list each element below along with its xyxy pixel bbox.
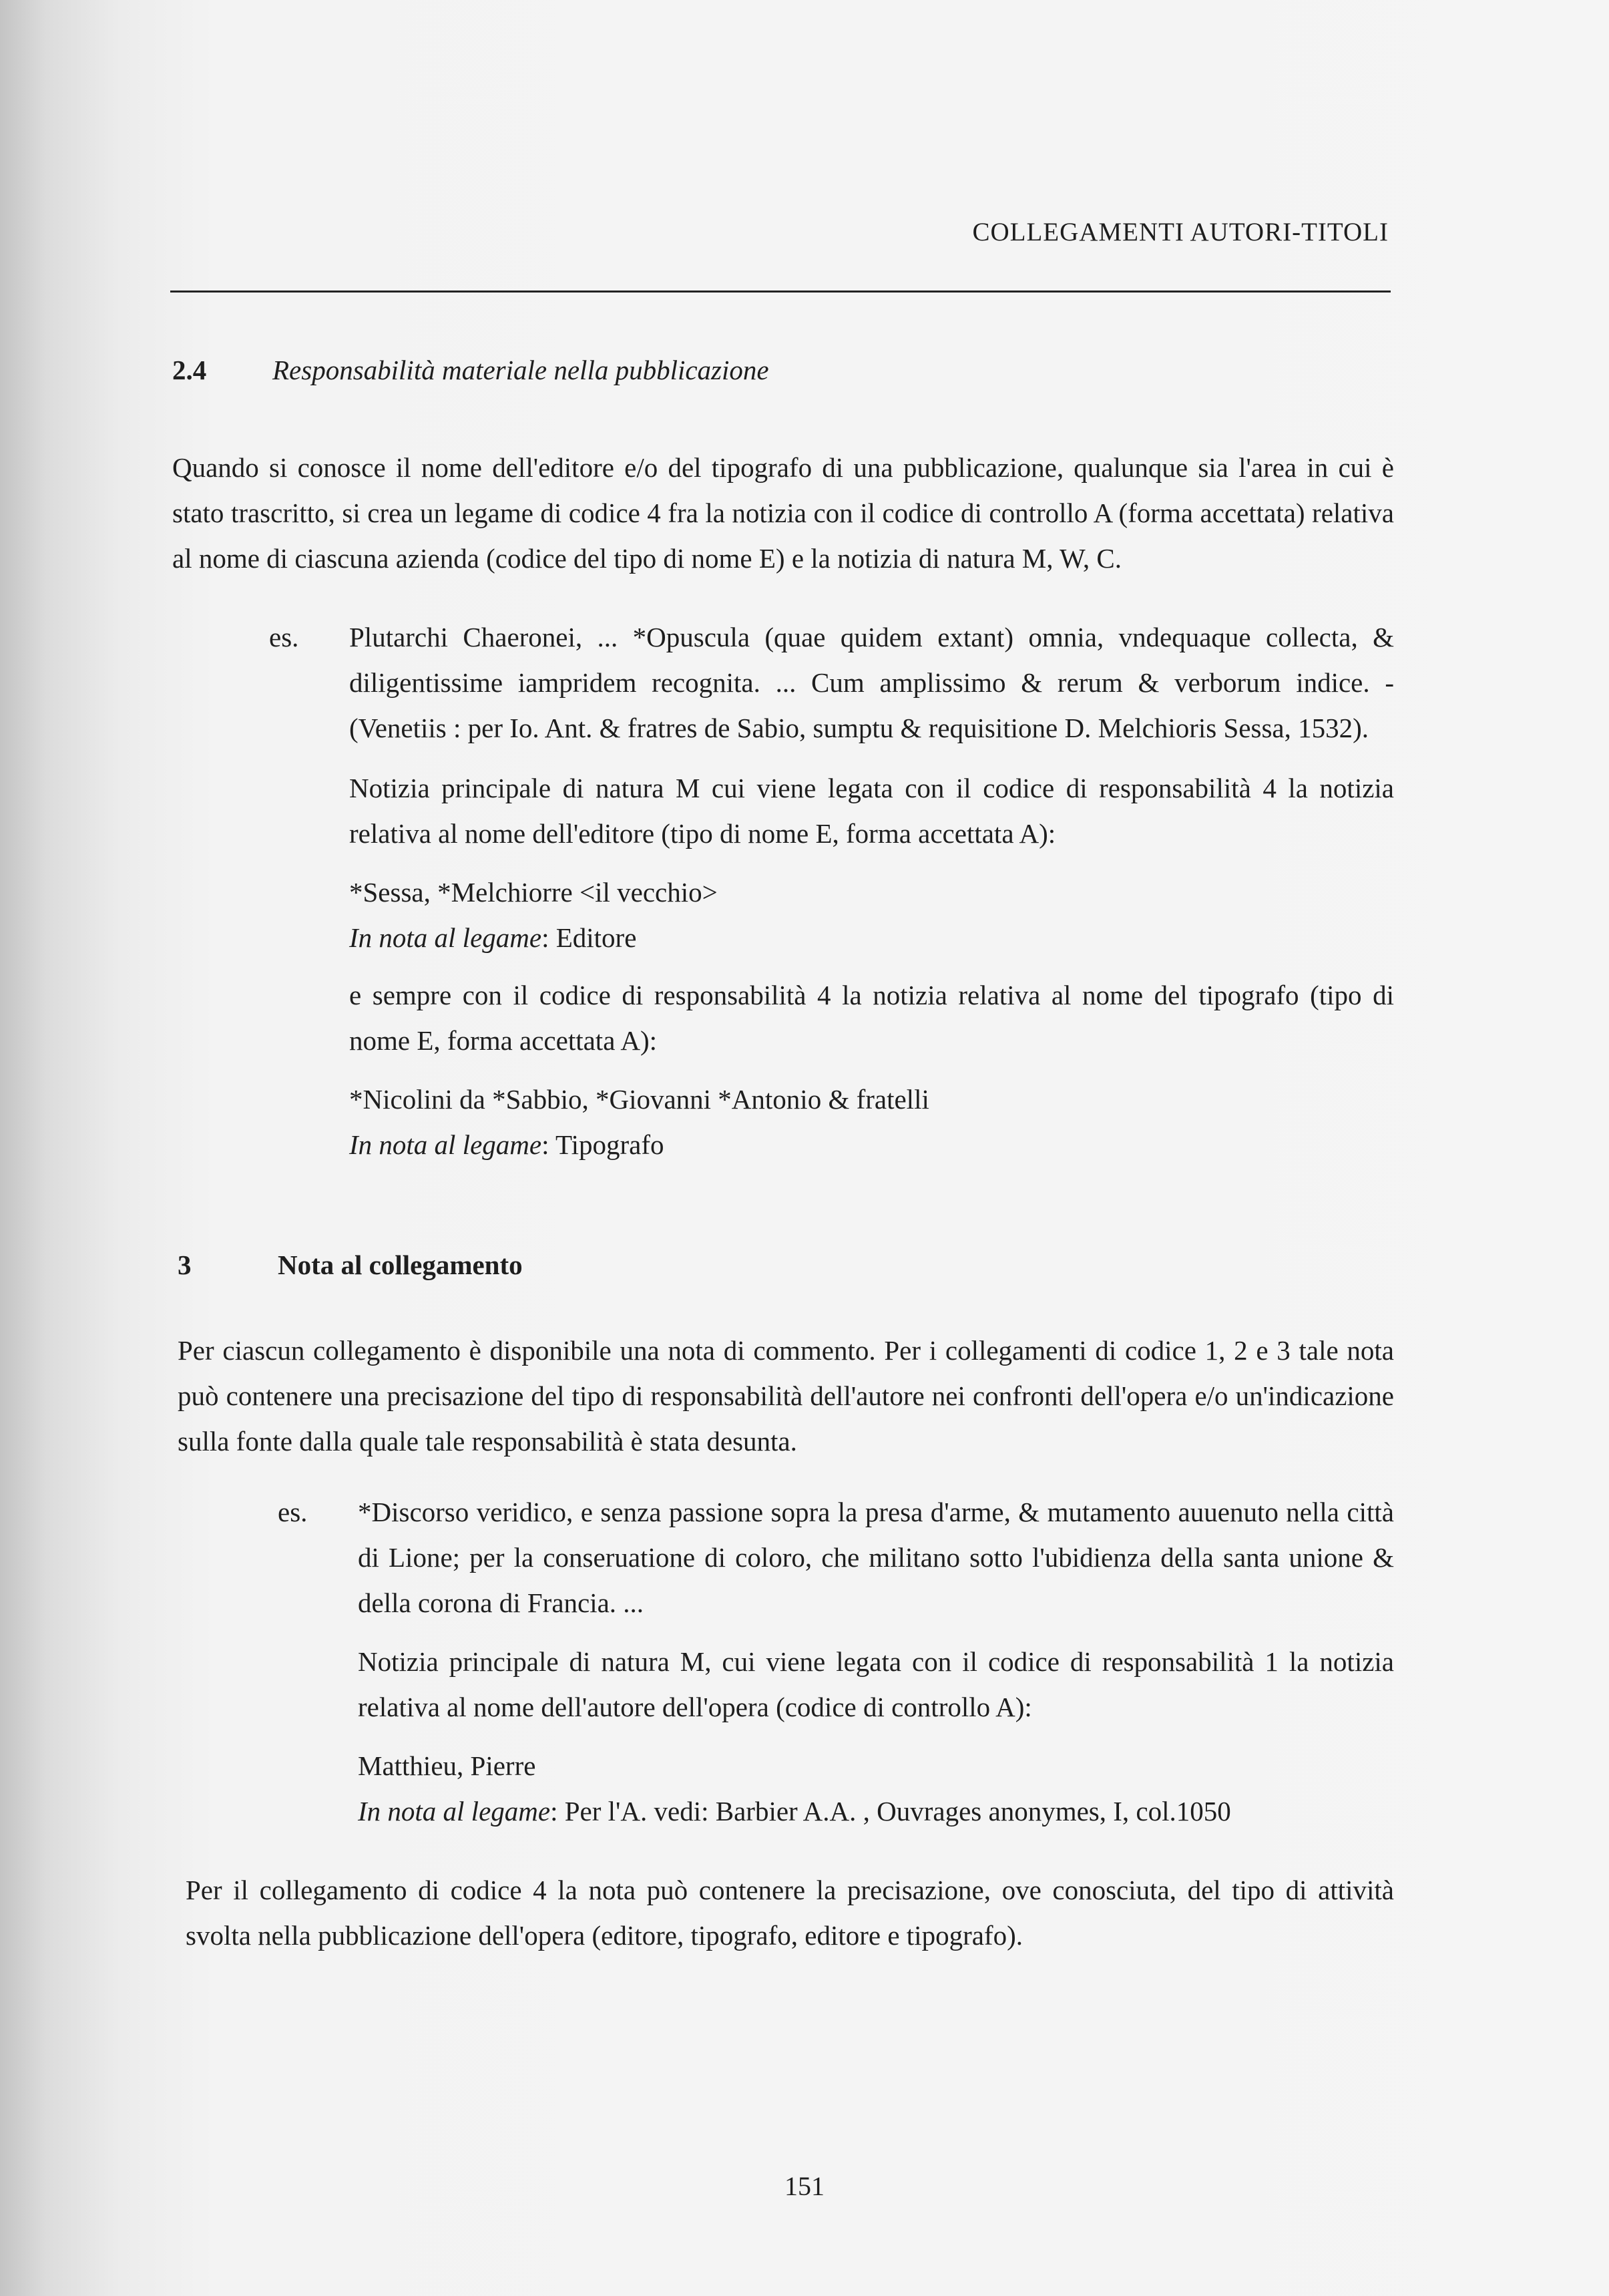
link-note-label: In nota al legame: [349, 1129, 542, 1160]
example-block: [278, 1489, 1394, 1834]
link-note-value: : Tipografo: [541, 1129, 664, 1160]
link-note: [358, 1788, 1394, 1834]
link-note-value: : Editore: [541, 922, 637, 953]
link-note-label: In nota al legame: [349, 922, 542, 953]
link-note-label: In nota al legame: [358, 1796, 551, 1827]
section-heading-2-4: [172, 347, 1394, 393]
example-explanation: e sempre con il codice di responsabilità 4 la notizia relativa al nome del tipografo (tipo di nome E, forma accettata A):: [349, 980, 1394, 1056]
section-title: Nota al collegamento: [278, 1250, 523, 1280]
section-title: Responsabilità materiale nella pubblicazione: [272, 355, 769, 385]
page-number: 151: [784, 2171, 825, 2201]
link-note-value: : Per l'A. vedi: Barbier A.A. , Ouvrages anonymes, I, col.1050: [550, 1796, 1231, 1827]
heading-name: *Nicolini da *Sabbio, *Giovanni *Antonio & fratelli: [349, 1084, 929, 1115]
example-label: es.: [278, 1497, 308, 1527]
section-number: 3: [178, 1250, 192, 1280]
example-body: [349, 614, 1394, 1167]
section-number: 2.4: [172, 355, 207, 385]
section-paragraph: Per ciascun collegamento è disponibile una nota di commento. Per i collegamenti di codice 1, 2 e 3 tale nota può contenere una precisazione del tipo di responsabilità dell'autore nei confronti dell'opera e/o un'indicazione sulla fonte dalla quale tale responsabilità è stata desunta.: [178, 1335, 1394, 1457]
header-rule: [170, 291, 1391, 293]
example-citation: Plutarchi Chaeronei, ... *Opuscula (quae quidem extant) omnia, vndequaque collecta, & diligentissime iampridem recognita. ... Cum amplissimo & rerum & verborum indice. - (Venetiis : per Io. Ant. & fratres de Sabio, sumptu & requisitione D. Melchioris Sessa, 1532).: [349, 622, 1394, 743]
example-explanation: Notizia principale di natura M, cui viene legata con il codice di responsabilità 1 la notizia relativa al nome dell'autore dell'opera (codice di controllo A):: [358, 1646, 1394, 1722]
section-paragraph: Per il collegamento di codice 4 la nota può contenere la precisazione, ove conosciuta, del tipo di attività svolta nella pubblicazione dell'opera (editore, tipografo, editore e tipografo).: [186, 1875, 1394, 1951]
example-citation: *Discorso veridico, e senza passione sopra la presa d'arme, & mutamento auuenuto nella città di Lione; per la conseruatione di coloro, che militano sotto l'ubidienza della santa unione & della corona di Francia. ...: [358, 1497, 1394, 1618]
heading-name: Matthieu, Pierre: [358, 1750, 536, 1781]
section-heading-3: [172, 1242, 1394, 1288]
section-paragraph: Quando si conosce il nome dell'editore e/o del tipografo di una pubblicazione, qualunque sia l'area in cui è stato trascritto, si crea un legame di codice 4 fra la notizia con il codice di controllo A (forma accettata) relativa al nome di ciascuna azienda (codice del tipo di nome E) e la notizia di natura M, W, C.: [172, 452, 1394, 574]
example-body: [358, 1489, 1394, 1834]
example-explanation: Notizia principale di natura M cui viene legata con il codice di responsabilità 4 la notizia relativa al nome dell'editore (tipo di nome E, forma accettata A):: [349, 773, 1394, 849]
link-note: [349, 1122, 1394, 1167]
example-label: es.: [269, 622, 299, 652]
link-note: [349, 915, 1394, 960]
running-head: COLLEGAMENTI AUTORI-TITOLI: [972, 218, 1389, 246]
heading-name: *Sessa, *Melchiorre <il vecchio>: [349, 877, 718, 908]
example-block: [269, 614, 1394, 1167]
page-body: [172, 347, 1394, 1958]
